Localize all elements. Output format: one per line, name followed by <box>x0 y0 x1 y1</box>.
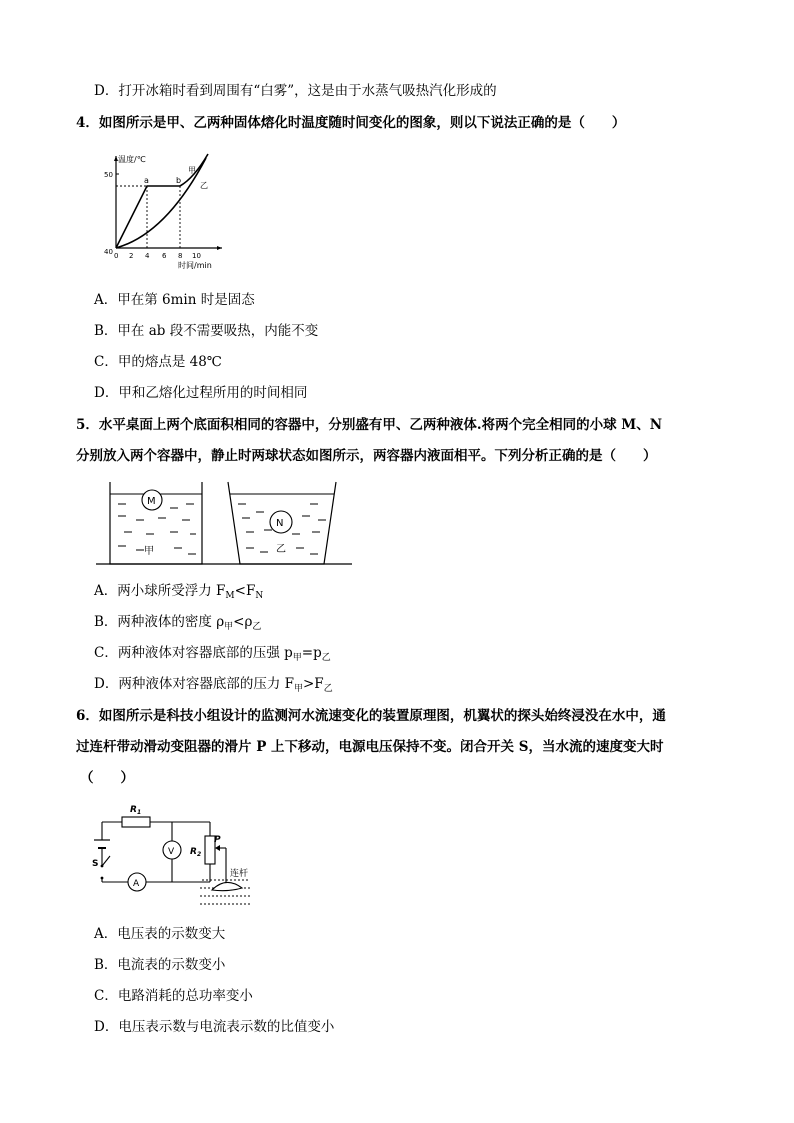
question-4-option-c: C．甲的熔点是 48℃ <box>94 354 222 370</box>
point-a-label: a <box>144 176 149 185</box>
curve-jia-line <box>116 186 180 248</box>
question-5-option-c: C．两种液体对容器底部的压强 $p_甲=p_乙$ <box>94 645 331 663</box>
point-b-label: b <box>176 176 182 185</box>
y-tick-50: 50 <box>104 171 113 179</box>
question-5-option-b: B．两种液体的密度 $\rho_甲<\rho_乙$ <box>94 614 262 632</box>
x-tick-0: 0 <box>114 252 119 260</box>
question-5-option-d: D．两种液体对容器底部的压力 $F_甲>F_乙$ <box>94 676 333 694</box>
question-4-option-a: A．甲在第 6min 时是固态 <box>94 292 255 308</box>
liquid-yi-label: 乙 <box>276 544 286 555</box>
liquid-jia-label: 甲 <box>144 546 154 557</box>
question-6-option-d: D．电压表示数与电流表示数的比值变小 <box>94 1019 335 1035</box>
slider-label: P <box>214 835 221 845</box>
y-tick-40: 40 <box>104 248 113 256</box>
prev-question-option-d: D．打开冰箱时看到周围有“白雾”，这是由于水蒸气吸热汽化形成的 <box>94 83 497 99</box>
question-4-stem: 4．如图所示是甲、乙两种固体熔化时温度随时间变化的图象，则以下说法正确的是（ ） <box>76 115 626 131</box>
x-tick-8: 8 <box>178 252 183 260</box>
voltmeter-label: V <box>168 847 175 857</box>
question-6-option-c: C．电路消耗的总功率变小 <box>94 988 253 1004</box>
r2-label: $R_2$ <box>190 847 202 858</box>
x-axis-label: 时间/min <box>178 261 212 270</box>
x-axis-arrow <box>217 246 222 250</box>
resistor-r1 <box>122 817 150 827</box>
question-6-option-a: A．电压表的示数变大 <box>94 926 226 942</box>
ammeter-label: A <box>133 879 140 889</box>
two-containers-figure <box>96 478 356 568</box>
y-axis-label: 温度/℃ <box>118 155 146 164</box>
r1-label: $R_1$ <box>130 805 142 816</box>
x-tick-10: 10 <box>192 252 201 260</box>
switch-blade <box>102 856 110 866</box>
ball-n-label: N <box>276 518 284 529</box>
question-6-stem-line1: 6．如图所示是科技小组设计的监测河水流速变化的装置原理图，机翼状的探头始终浸没在水中，通 <box>76 708 666 724</box>
rod-label: 连杆 <box>230 869 249 879</box>
question-4-option-b: B．甲在 ab 段不需要吸热，内能不变 <box>94 323 319 339</box>
ball-m-label: M <box>147 496 156 507</box>
question-5-stem-line2: 分别放入两个容器中，静止时两球状态如图所示，两容器内液面相平。下列分析正确的是（ ） <box>76 448 657 464</box>
liquid-dashes-jia <box>118 504 196 554</box>
x-tick-4: 4 <box>145 252 150 260</box>
melting-graph <box>96 148 226 276</box>
question-5-stem-line1: 5．水平桌面上两个底面积相同的容器中，分别盛有甲、乙两种液体.将两个完全相同的小球 M、N <box>76 417 663 433</box>
question-6-stem-line3: （ ） <box>80 770 134 786</box>
curve-yi-label: 乙 <box>200 181 208 190</box>
question-5-option-a: A．两小球所受浮力 $F_M<F_N$ <box>94 583 264 601</box>
question-6-option-b: B．电流表的示数变小 <box>94 957 226 973</box>
curve-jia-label: 甲 <box>188 166 196 175</box>
wing-probe <box>212 882 242 890</box>
circuit-diagram <box>92 800 252 910</box>
x-tick-2: 2 <box>129 252 134 260</box>
switch-label: S <box>92 859 99 869</box>
x-tick-6: 6 <box>162 252 167 260</box>
slider-arrow <box>215 845 220 851</box>
question-4-option-d: D．甲和乙熔化过程所用的时间相同 <box>94 385 308 401</box>
question-6-stem-line2: 过连杆带动滑动变阻器的滑片 P 上下移动，电源电压保持不变。闭合开关 S，当水流的速度变大时 <box>76 739 664 755</box>
